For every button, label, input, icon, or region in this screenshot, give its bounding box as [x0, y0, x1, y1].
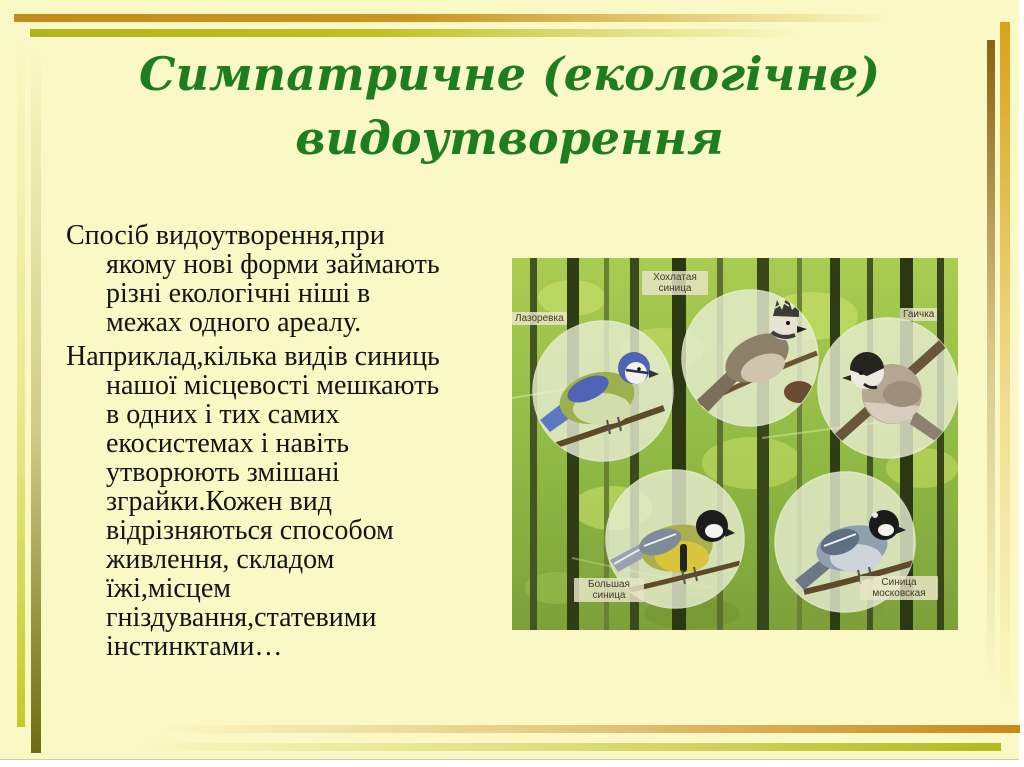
label-coal-tit: Синица московская	[860, 576, 938, 600]
label-great-tit: Большая синица	[574, 578, 644, 602]
frame-bar-bottom-gold	[160, 725, 1020, 733]
body-paragraph-definition: Спосіб видоутворення,при якому нові форми займають різні екологічні ніші в межах одного ареалу.	[66, 220, 440, 338]
slide-title-line2: видоутворення	[295, 111, 724, 165]
body-paragraph-example: Наприклад,кілька видів синиць нашої місцевості мешкають в одних і тих самих екосистемах і навіть утворюють змішані зграйки.Кожен вид відрізняються способом живлення, складом їжі,місцем гніздування,статевими інстинктами…	[66, 341, 440, 662]
frame-bar-top-green	[30, 29, 990, 37]
label-willow-tit: Гаичка	[900, 308, 937, 321]
forest-birds-illustration	[512, 258, 958, 630]
frame-bar-bottom-green	[130, 743, 1001, 751]
label-crested-tit: Хохлатая синица	[642, 271, 708, 295]
slide-title-line1: Симпатричне (екологічне)	[138, 47, 880, 101]
tits-collage-image	[512, 258, 958, 630]
label-blue-tit: Лазоревка	[512, 312, 567, 325]
slide-title	[0, 42, 1019, 170]
frame-bar-top-gold	[14, 14, 1010, 22]
slide-body-text	[66, 221, 440, 666]
